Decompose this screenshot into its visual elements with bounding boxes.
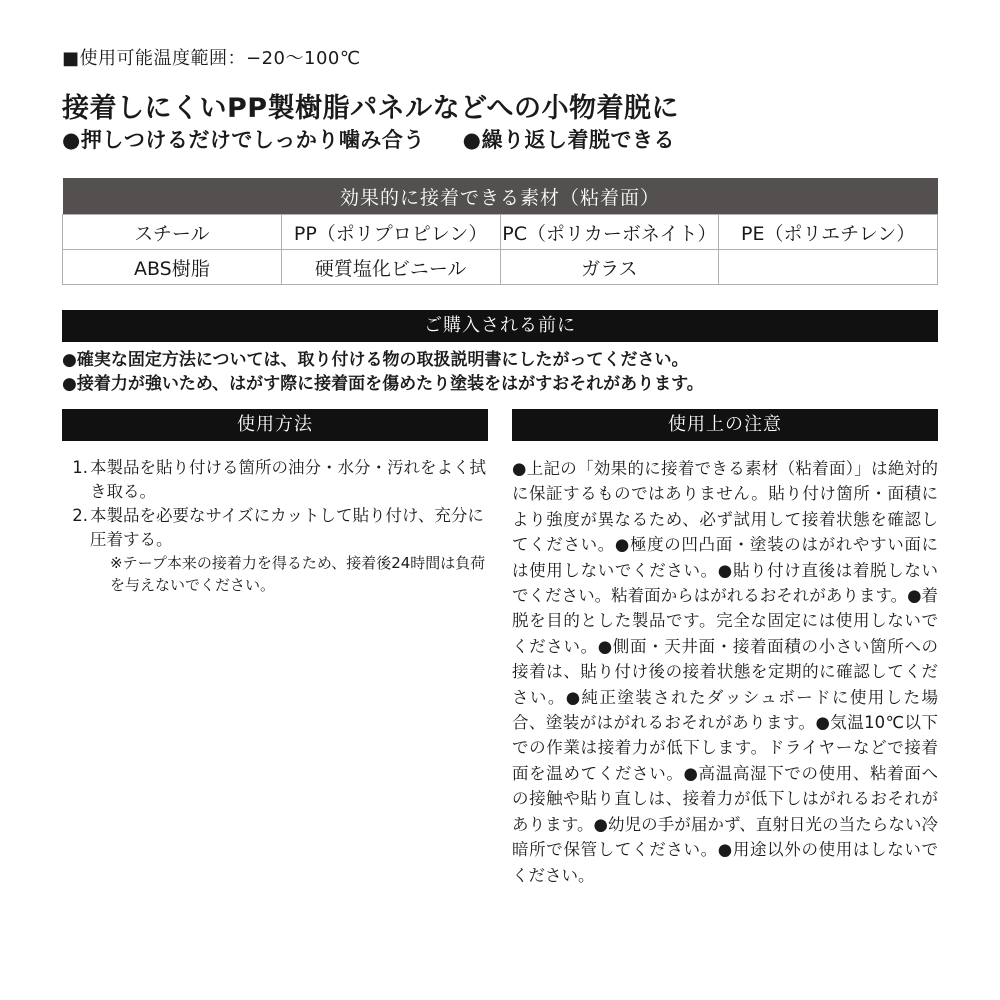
material-cell: PE（ポリエチレン） xyxy=(719,215,938,250)
usage-step xyxy=(62,504,492,552)
caution-text: ●上記の「効果的に接着できる素材（粘着面）」は絶対的に保証するものではありません。貼り付け箇所・面積により強度が異なるため、必ず試用して接着状態を確認してください。●極度の凹凸面・塗装のはがれやすい面には使用しないでください。●貼り付け直後は着脱しないでください。粘着面からはがれるおそれがあります。●着脱を目的とした製品です。完全な固定には使用しないでください。●側面・天井面・接着面積の小さい箇所への接着は、貼り付け後の接着状態を定期的に確認してください。●純正塗装されたダッシュボードに使用した場合、塗装がはがれるおそれがあります。●気温10℃以下での作業は接着力が低下します。ドライヤーなどで接着面を温めてください。●高温高湿下での使用、粘着面への接触や貼り直しは、接着力が低下しはがれるおそれがあります。●幼児の手が届かず、直射日光の当たらない冷暗所で保管してください。●用途以外の使用はしないでください。 xyxy=(512,459,938,885)
material-cell: ガラス xyxy=(500,250,719,285)
step-number: 1. xyxy=(72,458,88,477)
usage-header: 使用方法 xyxy=(62,409,488,441)
table-row xyxy=(63,250,938,285)
table-row xyxy=(63,215,938,250)
step-text: 本製品を必要なサイズにカットして貼り付け、充分に圧着する。 xyxy=(90,506,484,549)
before-purchase-header: ご購入される前に xyxy=(62,310,938,342)
usage-step xyxy=(62,456,492,504)
step-number: 2. xyxy=(72,506,88,525)
step-text: 本製品を貼り付ける箇所の油分・水分・汚れをよく拭き取る。 xyxy=(90,458,486,501)
usage-note: ※テープ本来の接着力を得るため、接着後24時間は負荷を与えないでください。 xyxy=(110,554,486,594)
before-purchase-list xyxy=(62,348,704,396)
material-cell: ABS樹脂 xyxy=(63,250,282,285)
material-cell: PC（ポリカーボネイト） xyxy=(500,215,719,250)
temperature-range: ■使用可能温度範囲：−20〜100℃ xyxy=(62,48,361,69)
material-cell: PP（ポリプロピレン） xyxy=(281,215,500,250)
feature-list xyxy=(62,124,705,154)
headline: 接着しにくいPP製樹脂パネルなどへの小物着脱に xyxy=(62,93,679,124)
feature-item: ●押しつけるだけでしっかり噛み合う xyxy=(62,128,425,152)
material-cell-empty xyxy=(719,250,938,285)
caution-header: 使用上の注意 xyxy=(512,409,938,441)
materials-table-title: 効果的に接着できる素材（粘着面） xyxy=(63,178,938,215)
list-item: ●接着力が強いため、はがす際に接着面を傷めたり塗装をはがすおそれがあります。 xyxy=(62,374,704,394)
materials-table xyxy=(62,178,938,285)
material-cell: スチール xyxy=(63,215,282,250)
list-item: ●確実な固定方法については、取り付ける物の取扱説明書にしたがってください。 xyxy=(62,350,689,370)
feature-item: ●繰り返し着脱できる xyxy=(462,128,675,152)
usage-section xyxy=(62,456,492,596)
material-cell: 硬質塩化ビニール xyxy=(281,250,500,285)
